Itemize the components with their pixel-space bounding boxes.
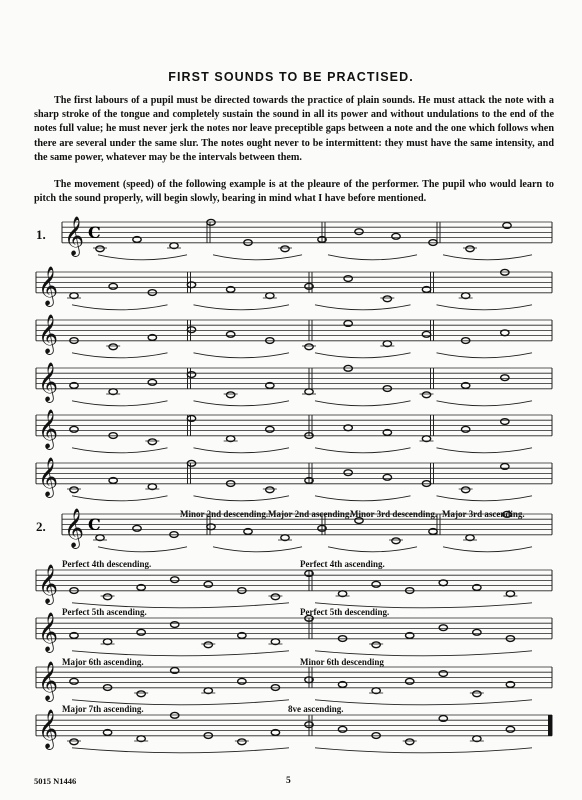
whole-note (226, 331, 234, 337)
slur (315, 353, 411, 358)
slur (194, 305, 290, 310)
whole-note (238, 678, 246, 684)
slur (72, 448, 168, 453)
slur (213, 255, 302, 260)
whole-note (226, 392, 234, 398)
whole-note (372, 581, 380, 587)
slur (437, 353, 533, 358)
whole-note (266, 426, 274, 432)
final-barline (548, 715, 552, 736)
whole-note (187, 327, 195, 333)
whole-note (70, 487, 78, 493)
whole-note (204, 581, 212, 587)
slur (315, 448, 411, 453)
slur (194, 401, 290, 406)
treble-clef-icon: 𝄞 (38, 611, 59, 652)
label-major-3rd-asc: Major 3rd ascending. (442, 509, 525, 519)
whole-note (501, 375, 509, 381)
page-number: 5 (286, 776, 291, 786)
label-perfect-4th-asc: Perfect 4th ascending. (300, 559, 385, 569)
whole-note (171, 622, 179, 628)
label-perfect-4th-desc: Perfect 4th descending. (62, 559, 152, 569)
whole-note (109, 283, 117, 289)
slur (72, 401, 168, 406)
slur (72, 651, 289, 656)
whole-note (266, 487, 274, 493)
whole-note (466, 246, 474, 252)
slur (437, 305, 533, 310)
label-minor-6th-desc: Minor 6th descending (300, 657, 384, 667)
slur (315, 700, 532, 705)
treble-clef-icon: 𝄞 (38, 660, 59, 701)
whole-note (148, 379, 156, 385)
whole-note (372, 642, 380, 648)
label-perfect-5th-asc: Perfect 5th ascending. (62, 607, 147, 617)
slur (315, 651, 532, 656)
whole-note (439, 625, 447, 631)
slur (315, 305, 411, 310)
whole-note (461, 487, 469, 493)
whole-note (383, 474, 391, 480)
slur (72, 748, 289, 753)
slur (98, 255, 187, 260)
whole-note (103, 594, 111, 600)
slur (315, 401, 411, 406)
whole-note (133, 525, 141, 531)
common-time-icon: C (88, 223, 101, 242)
whole-note (344, 276, 352, 282)
slur (437, 448, 533, 453)
label-major-6th-asc: Major 6th ascending. (62, 657, 144, 667)
whole-note (148, 439, 156, 445)
whole-note (70, 678, 78, 684)
treble-clef-icon: 𝄞 (38, 563, 59, 604)
slur (194, 353, 290, 358)
slur (72, 496, 168, 501)
whole-note (137, 629, 145, 635)
label-major-2nd-asc: Major 2nd ascending. (268, 509, 352, 519)
slur (315, 748, 532, 753)
slur (98, 547, 187, 552)
whole-note (271, 594, 279, 600)
whole-note (392, 538, 400, 544)
whole-note (109, 344, 117, 350)
treble-clef-icon: 𝄞 (38, 708, 59, 749)
whole-note (422, 331, 430, 337)
slur (437, 401, 533, 406)
whole-note (473, 629, 481, 635)
whole-note (383, 296, 391, 302)
slur (328, 547, 417, 552)
whole-note (355, 229, 363, 235)
label-minor-3rd-desc: Minor 3rd descending. (350, 509, 438, 519)
whole-note (281, 246, 289, 252)
common-time-icon: C (88, 515, 101, 534)
whole-note (392, 233, 400, 239)
label-minor-2nd-desc: Minor 2nd descending. (180, 509, 269, 519)
treble-clef-icon: 𝄞 (64, 215, 85, 256)
whole-note (461, 426, 469, 432)
intro-paragraph: The first labours of a pupil must be directed towards the practice of plain sounds. He must attack the note with a sharp stroke of the tongue and completely sustain the sound in all its power and without undulations to the end of the notes full value; he must never jerk the notes nor leave preceptible gaps between a note and the one which follows when there are several under the same slur. The notes ought never to be intermittent: they must have the same intensity, and the same power, whatever may be the intervals between them. (34, 95, 554, 163)
treble-clef-icon: 𝄞 (38, 456, 59, 497)
whole-note (187, 372, 195, 378)
whole-note (501, 419, 509, 425)
whole-note (70, 426, 78, 432)
treble-clef-icon: 𝄞 (38, 361, 59, 402)
whole-note (70, 739, 78, 745)
whole-note (338, 726, 346, 732)
treble-clef-icon: 𝄞 (38, 408, 59, 449)
tempo-paragraph: The movement (speed) of the following example is at the pleaure of the performer. The pupil who would learn to pitch the sound properly, will begin slowly, bearing in mind what I have before mentioned. (34, 179, 554, 205)
slur (315, 496, 411, 501)
example-2-number: 2. (36, 519, 46, 534)
whole-note (171, 577, 179, 583)
label-perfect-5th-desc: Perfect 5th descending. (300, 607, 390, 617)
treble-clef-icon: 𝄞 (64, 507, 85, 548)
label-octave-asc: 8ve ascending. (288, 704, 344, 714)
slur (72, 305, 168, 310)
whole-note (137, 691, 145, 697)
slur (213, 547, 302, 552)
slur (194, 448, 290, 453)
page-title: FIRST SOUNDS TO BE PRACTISED. (168, 70, 414, 84)
plate-number: 5015 N1446 (34, 776, 77, 786)
example-1-number: 1. (36, 227, 46, 242)
treble-clef-icon: 𝄞 (38, 313, 59, 354)
slur (72, 353, 168, 358)
label-major-7th-asc: Major 7th ascending. (62, 704, 144, 714)
whole-note (238, 739, 246, 745)
whole-note (305, 344, 313, 350)
whole-note (96, 246, 104, 252)
slur (443, 547, 532, 552)
whole-note (422, 392, 430, 398)
treble-clef-icon: 𝄞 (38, 265, 59, 306)
whole-note (344, 470, 352, 476)
slur (437, 496, 533, 501)
whole-note (439, 671, 447, 677)
slur (194, 496, 290, 501)
whole-note (204, 642, 212, 648)
whole-note (406, 678, 414, 684)
whole-note (473, 691, 481, 697)
whole-note (406, 739, 414, 745)
slur (443, 255, 532, 260)
whole-note (506, 726, 514, 732)
slur (328, 255, 417, 260)
